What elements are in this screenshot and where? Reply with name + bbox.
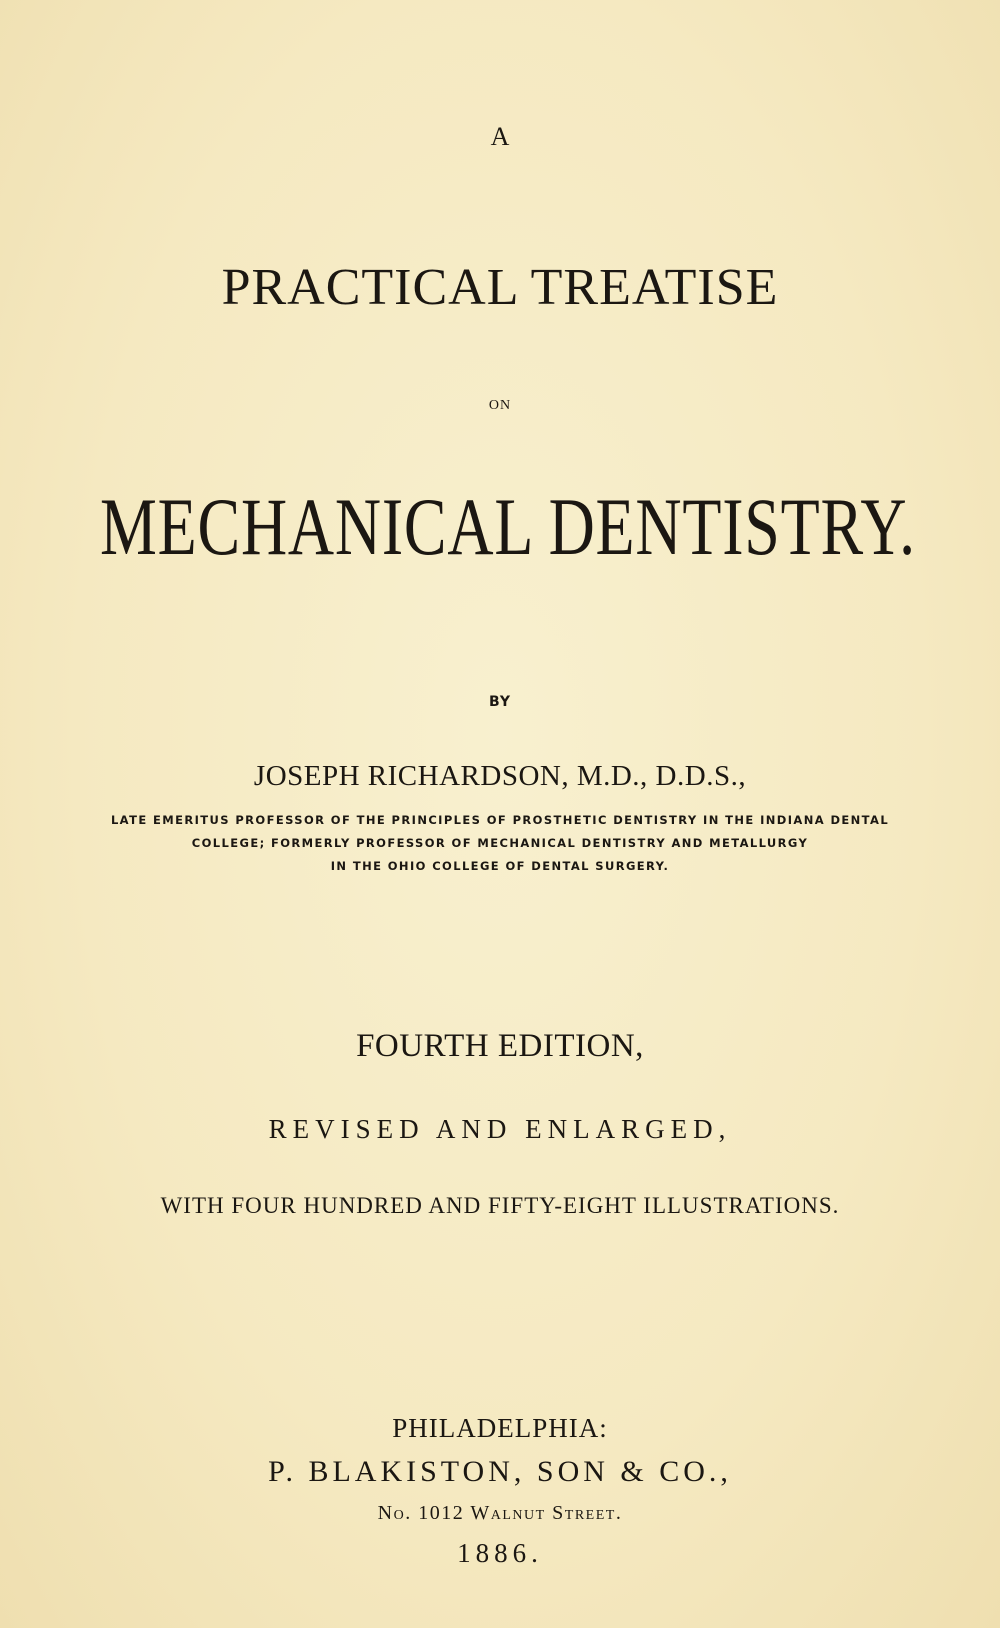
publisher-name: P. BLAKISTON, SON & CO., [268,1455,732,1488]
title-article: A [490,122,510,151]
by-line: BY [488,694,512,710]
publication-city: PHILADELPHIA: [392,1413,608,1443]
title-connector: ON [488,398,512,413]
publication-year: 1886. [457,1538,543,1568]
author-credential-line: LATE EMERITUS PROFESSOR OF THE PRINCIPLES OF PROSTHETIC DENTISTRY IN THE INDIANA DENTAL [110,813,890,827]
edition-statement: FOURTH EDITION, [356,1028,644,1064]
author-credential-line: COLLEGE; FORMERLY PROFESSOR OF MECHANICAL DENTISTRY AND METALLURGY [191,836,809,850]
revision-statement: REVISED AND ENLARGED, [268,1114,732,1144]
publisher-address: No. 1012 Walnut Street. [377,1502,623,1524]
title-line-1: PRACTICAL TREATISE [221,259,779,316]
author-name: JOSEPH RICHARDSON, M.D., D.D.S., [253,760,747,792]
title-line-2: MECHANICAL DENTISTRY. [100,481,916,572]
author-credential-line: IN THE OHIO COLLEGE OF DENTAL SURGERY. [330,859,670,873]
illustrations-statement: WITH FOUR HUNDRED AND FIFTY-EIGHT ILLUSTRATIONS. [160,1193,840,1218]
